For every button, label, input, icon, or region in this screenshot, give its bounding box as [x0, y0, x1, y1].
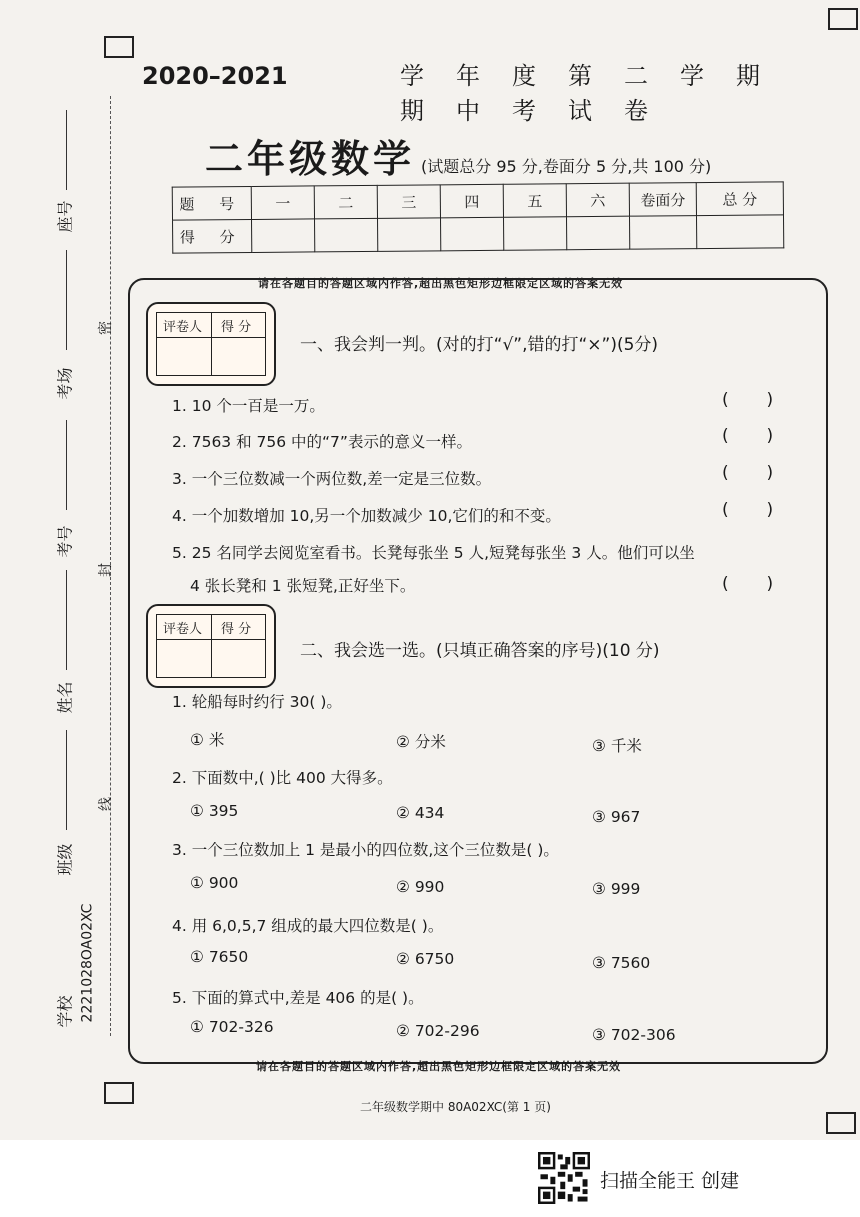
score-header-cell: 卷面分 [629, 183, 696, 217]
judge-question: 4. 一个加数增加 10,另一个加数减少 10,它们的和不变。 [172, 507, 561, 525]
choice-option: ③ 702-306 [592, 1026, 676, 1044]
choice-question: 2. 下面数中,( )比 400 大得多。 [172, 769, 393, 787]
judge-question-cont: 4 张长凳和 1 张短凳,正好坐下。 [190, 577, 416, 595]
section1-title: 一、我会判一判。(对的打“√”,错的打“×”)(5分) [300, 335, 659, 355]
score-header-cell: 三 [377, 185, 440, 219]
section2-title: 二、我会选一选。(只填正确答案的序号)(10 分) [300, 641, 660, 661]
answer-paren[interactable]: ( ) [722, 390, 774, 410]
score-row-label: 得 分 [173, 219, 252, 253]
score-cell[interactable] [378, 218, 441, 252]
corner-marker [826, 1112, 856, 1134]
answer-paren[interactable]: ( ) [722, 426, 774, 446]
choice-option: ② 434 [396, 804, 445, 822]
grader-score-label: 得 分 [221, 320, 252, 335]
qr-code-icon [538, 1152, 590, 1204]
answer-area-notice: 请在各题目的答题区域内作答,超出黑色矩形边框限定区域的答案无效 [256, 1060, 622, 1073]
answer-area-notice: 请在各题目的答题区域内作答,超出黑色矩形边框限定区域的答案无效 [258, 277, 624, 290]
name-blank [66, 570, 67, 670]
corner-marker [828, 8, 858, 30]
exam-no-label: 考号 [55, 525, 75, 558]
choice-option: ① 7650 [190, 948, 249, 966]
seal-mi: 密 [98, 321, 114, 335]
choice-question: 3. 一个三位数加上 1 是最小的四位数,这个三位数是( )。 [172, 841, 559, 859]
score-cell[interactable] [252, 219, 315, 253]
class-label: 班级 [55, 843, 75, 876]
reviewer-label: 评卷人 [163, 622, 203, 637]
score-table [172, 181, 785, 253]
choice-question: 5. 下面的算式中,差是 406 的是( )。 [172, 989, 424, 1007]
choice-option: ③ 千米 [592, 737, 642, 755]
score-cell[interactable] [566, 216, 629, 250]
score-cell[interactable] [315, 218, 378, 252]
subject-title: 二年级数学 [205, 137, 416, 181]
choice-option: ① 米 [190, 731, 225, 749]
scanner-credit: 扫描全能王 创建 [600, 1170, 740, 1192]
term-label: 学年度第二学期期中考试卷 [400, 62, 792, 125]
choice-option: ③ 967 [592, 808, 641, 826]
class-blank [66, 730, 67, 830]
choice-option: ① 900 [190, 874, 239, 892]
grader-box [146, 604, 276, 688]
choice-option: ② 分米 [396, 733, 446, 751]
choice-question: 4. 用 6,0,5,7 组成的最大四位数是( )。 [172, 917, 444, 935]
header-line [130, 50, 830, 125]
school-year: 2020–2021 [142, 62, 288, 90]
judge-question: 1. 10 个一百是一万。 [172, 397, 325, 415]
room-label: 考场 [55, 367, 75, 400]
choice-option: ① 395 [190, 802, 239, 820]
judge-question: 5. 25 名同学去阅览室看书。长凳每张坐 5 人,短凳每张坐 3 人。他们可以坐 [172, 544, 695, 562]
seat-blank [66, 110, 67, 190]
choice-option: ② 990 [396, 878, 445, 896]
score-header-label: 题 号 [172, 186, 251, 220]
score-info: (试题总分 95 分,卷面分 5 分,共 100 分) [421, 157, 712, 176]
score-cell[interactable] [441, 217, 504, 251]
score-cell[interactable] [696, 215, 783, 249]
score-cell[interactable] [629, 216, 696, 250]
score-header-cell: 五 [503, 184, 566, 218]
room-blank [66, 250, 67, 350]
choice-question: 1. 轮船每时约行 30( )。 [172, 693, 342, 711]
score-header-cell: 一 [251, 186, 314, 220]
score-header-cell: 总 分 [696, 182, 783, 216]
seat-label: 座号 [55, 200, 75, 233]
grader-score-label: 得 分 [221, 622, 252, 637]
grader-box [146, 302, 276, 386]
page-footer: 二年级数学期中 80A02XC(第 1 页) [360, 1100, 551, 1114]
choice-option: ③ 999 [592, 880, 641, 898]
seal-xian: 线 [98, 797, 114, 811]
choice-option: ② 702-296 [396, 1022, 480, 1040]
answer-paren[interactable]: ( ) [722, 500, 774, 520]
page-title [205, 128, 711, 183]
judge-question: 3. 一个三位数减一个两位数,差一定是三位数。 [172, 470, 492, 488]
score-header-cell: 四 [440, 184, 503, 218]
answer-paren[interactable]: ( ) [722, 574, 774, 594]
corner-marker [104, 1082, 134, 1104]
judge-question: 2. 7563 和 756 中的“7”表示的意义一样。 [172, 433, 472, 451]
choice-option: ③ 7560 [592, 954, 651, 972]
exam-no-blank [66, 420, 67, 510]
score-header-cell: 六 [566, 183, 629, 217]
reviewer-label: 评卷人 [163, 320, 203, 335]
score-cell[interactable] [503, 217, 566, 251]
school-label: 学校 [55, 995, 75, 1028]
seal-feng: 封 [98, 563, 114, 577]
paper-code: 2221028OA02XC [79, 903, 96, 1023]
name-label: 姓名 [55, 681, 75, 714]
score-header-cell: 二 [314, 185, 377, 219]
answer-paren[interactable]: ( ) [722, 463, 774, 483]
choice-option: ① 702-326 [190, 1018, 274, 1036]
choice-option: ② 6750 [396, 950, 455, 968]
